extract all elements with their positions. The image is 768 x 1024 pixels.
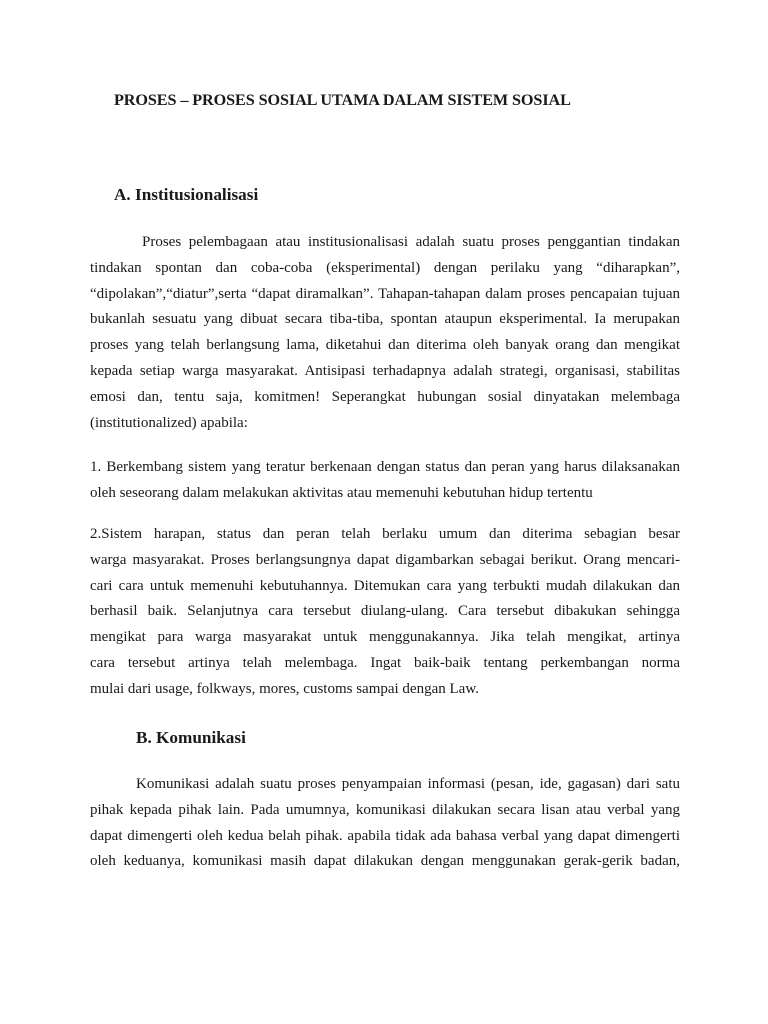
section-heading-institusionalisasi: A. Institusionalisasi <box>114 185 259 204</box>
text-line: emosi dan, tentu saja, komitmen! Seperangkat hubungan sosial dinyatakan melembaga <box>90 388 680 405</box>
text-line: berhasil baik. Selanjutnya cara tersebut diulang-ulang. Cara tersebut dibakukan sehingga <box>90 603 680 620</box>
section-heading-komunikasi: B. Komunikasi <box>136 728 246 747</box>
text-line: cara tersebut artinya telah melembaga. Ingat baik-baik tentang perkembangan norma <box>90 654 680 671</box>
list-item-1 <box>90 455 680 507</box>
paragraph-komunikasi <box>90 772 680 875</box>
text-line: oleh seseorang dalam melakukan aktivitas atau memenuhi kebutuhan hidup tertentu <box>90 484 593 501</box>
text-line: kepada setiap warga masyarakat. Antisipasi terhadapnya adalah strategi, organisasi, stabilitas <box>90 362 680 379</box>
text-line: mengikat para warga masyarakat untuk menggunakannya. Jika telah mengikat, artinya <box>90 629 680 646</box>
paragraph-institusionalisasi <box>90 230 680 436</box>
text-line: proses yang telah berlangsung lama, diketahui dan diterima oleh banyak orang dan mengikat <box>90 337 680 354</box>
text-line: bukanlah sesuatu yang dibuat secara tiba-tiba, spontan ataupun eksperimental. Ia merupakan <box>90 311 680 328</box>
text-line: cari cara untuk memenuhi kebutuhannya. Ditemukan cara yang terbukti mudah dilakukan dan <box>90 577 680 594</box>
text-line: tindakan spontan dan coba-coba (eksperimental) dengan perilaku yang “diharapkan”, <box>90 259 680 276</box>
text-line: 1. Berkembang sistem yang teratur berkenaan dengan status dan peran yang harus dilaksanakan <box>90 459 680 475</box>
text-line: 2.Sistem harapan, status dan peran telah berlaku umum dan diterima sebagian besar <box>90 526 680 542</box>
text-line: mulai dari usage, folkways, mores, customs sampai dengan Law. <box>90 680 479 697</box>
text-line: oleh keduanya, komunikasi masih dapat dilakukan dengan menggunakan gerak-gerik badan, <box>90 853 680 870</box>
text-line: dapat dimengerti oleh kedua belah pihak. apabila tidak ada bahasa verbal yang dapat dimengerti <box>90 827 680 844</box>
list-item-2 <box>90 522 680 703</box>
text-line: warga masyarakat. Proses berlangsungnya dapat digambarkan sebagai berikut. Orang mencari- <box>90 551 680 568</box>
text-line: “dipolakan”,“diatur”,serta “dapat diramalkan”. Tahapan-tahapan dalam proses pencapaian tujuan <box>90 285 680 302</box>
page-title: PROSES – PROSES SOSIAL UTAMA DALAM SISTEM SOSIAL <box>114 91 571 109</box>
text-line: Proses pelembagaan atau institusionalisasi adalah suatu proses penggantian tindakan <box>142 234 680 250</box>
text-line: (institutionalized) apabila: <box>90 414 248 431</box>
text-line: Komunikasi adalah suatu proses penyampaian informasi (pesan, ide, gagasan) dari satu <box>136 776 680 792</box>
text-line: pihak kepada pihak lain. Pada umumnya, komunikasi dilakukan secara lisan atau verbal yang <box>90 801 680 818</box>
